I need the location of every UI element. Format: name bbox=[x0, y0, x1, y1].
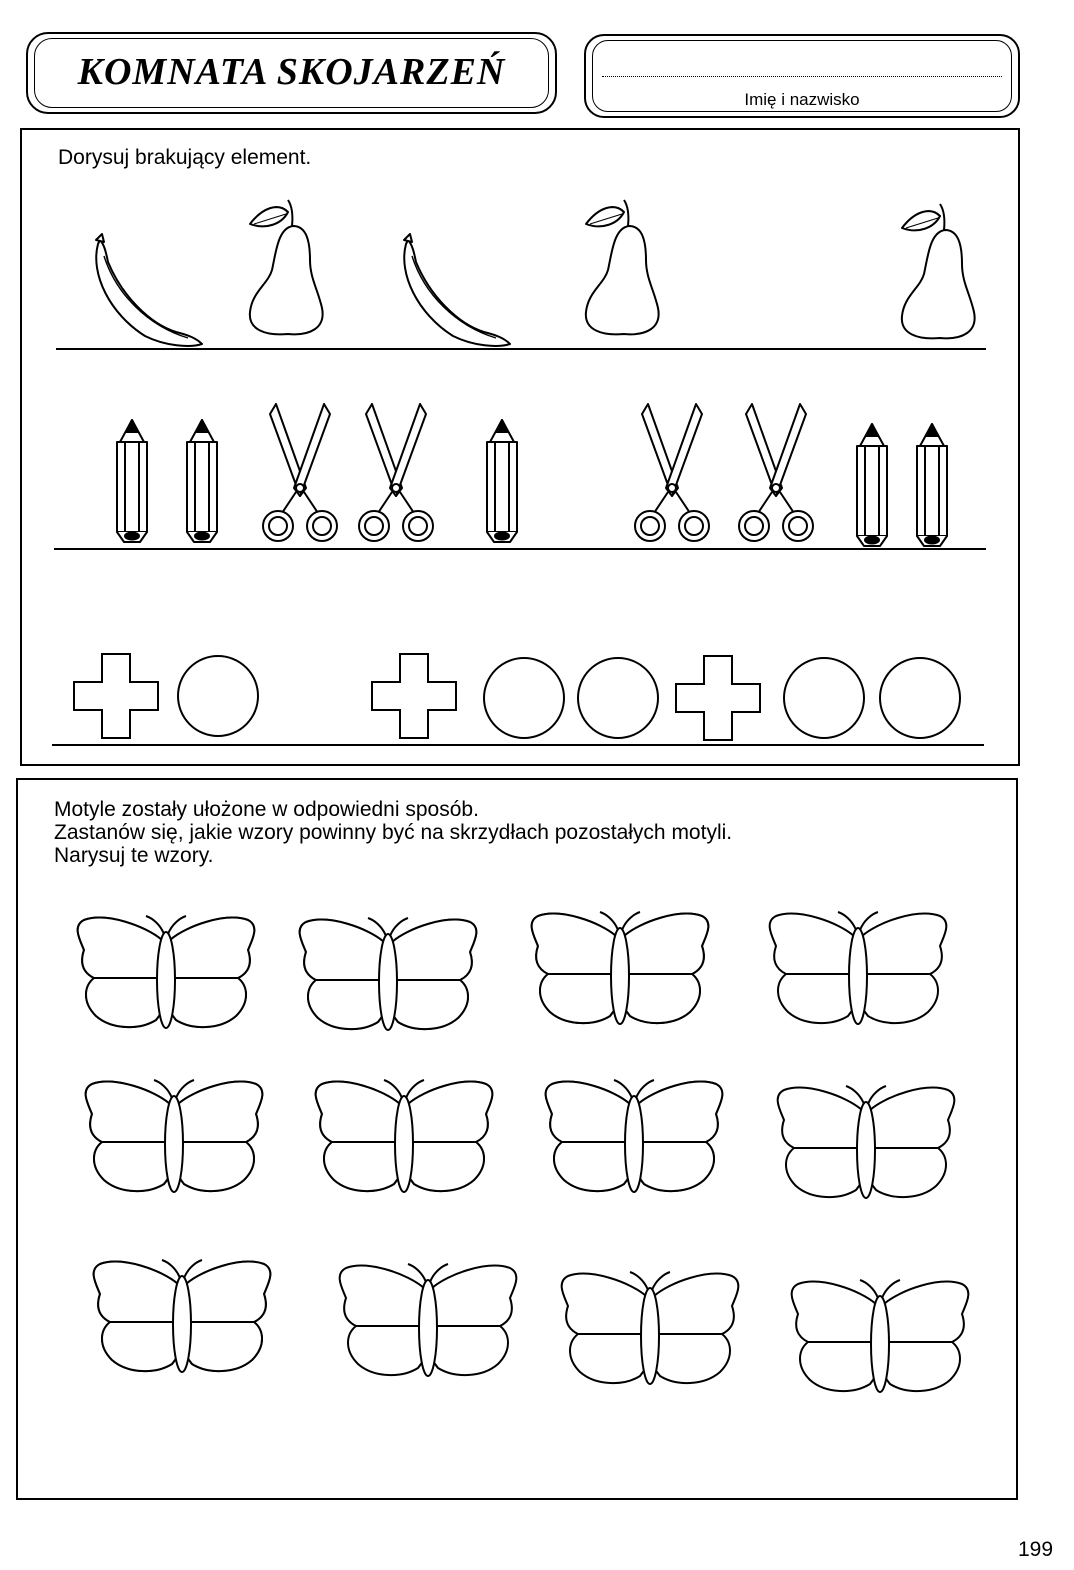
cross-3 bbox=[676, 656, 760, 740]
butterfly-r2-c3 bbox=[546, 1076, 723, 1196]
name-label: Imię i nazwisko bbox=[744, 90, 860, 109]
butterfly-r1-c1 bbox=[76, 916, 256, 1028]
circle-3 bbox=[578, 658, 658, 738]
instruction-line-1: Motyle zostały ułożone w odpowiedni sposób. bbox=[54, 798, 479, 821]
instruction-line-3: Narysuj te wzory. bbox=[54, 844, 214, 867]
scissors-3 bbox=[635, 404, 709, 541]
circle-4 bbox=[784, 658, 864, 738]
worksheet-title: KOMNATA SKOJARZEŃ bbox=[77, 51, 506, 93]
pencil-4 bbox=[857, 424, 887, 546]
butterfly-r1-c2 bbox=[300, 914, 477, 1034]
banana-1 bbox=[96, 234, 202, 346]
pencil-2 bbox=[187, 420, 217, 542]
butterfly-r2-c1 bbox=[86, 1076, 263, 1196]
circle-2 bbox=[484, 658, 564, 738]
pencil-5 bbox=[917, 424, 947, 546]
butterfly-r2-c4 bbox=[778, 1086, 955, 1198]
butterfly-r2-c2 bbox=[314, 1080, 494, 1192]
pear-2 bbox=[586, 200, 659, 334]
circle-1 bbox=[178, 656, 258, 736]
butterfly-r3-c1 bbox=[92, 1260, 272, 1372]
pear-3 bbox=[902, 204, 975, 338]
cross-1 bbox=[74, 654, 158, 738]
banana-2 bbox=[404, 234, 510, 346]
butterfly-r1-c3 bbox=[530, 912, 710, 1024]
butterfly-r1-c4 bbox=[770, 912, 947, 1024]
pencil-1 bbox=[117, 420, 147, 542]
scissors-4 bbox=[739, 404, 813, 541]
cross-2 bbox=[372, 654, 456, 738]
scissors-1 bbox=[263, 404, 337, 541]
pencil-3 bbox=[487, 420, 517, 542]
butterfly-r3-c4 bbox=[792, 1280, 969, 1392]
circle-5 bbox=[880, 658, 960, 738]
butterfly-r3-c3 bbox=[562, 1272, 739, 1384]
scissors-2 bbox=[359, 404, 433, 541]
butterfly-r3-c2 bbox=[340, 1264, 517, 1376]
page-number: 199 bbox=[1018, 1538, 1054, 1561]
pear-1 bbox=[250, 200, 323, 334]
instruction-line-2: Zastanów się, jakie wzory powinny być na skrzydłach pozostałych motyli. bbox=[54, 821, 733, 844]
exercise-1-instruction: Dorysuj brakujący element. bbox=[58, 146, 312, 169]
